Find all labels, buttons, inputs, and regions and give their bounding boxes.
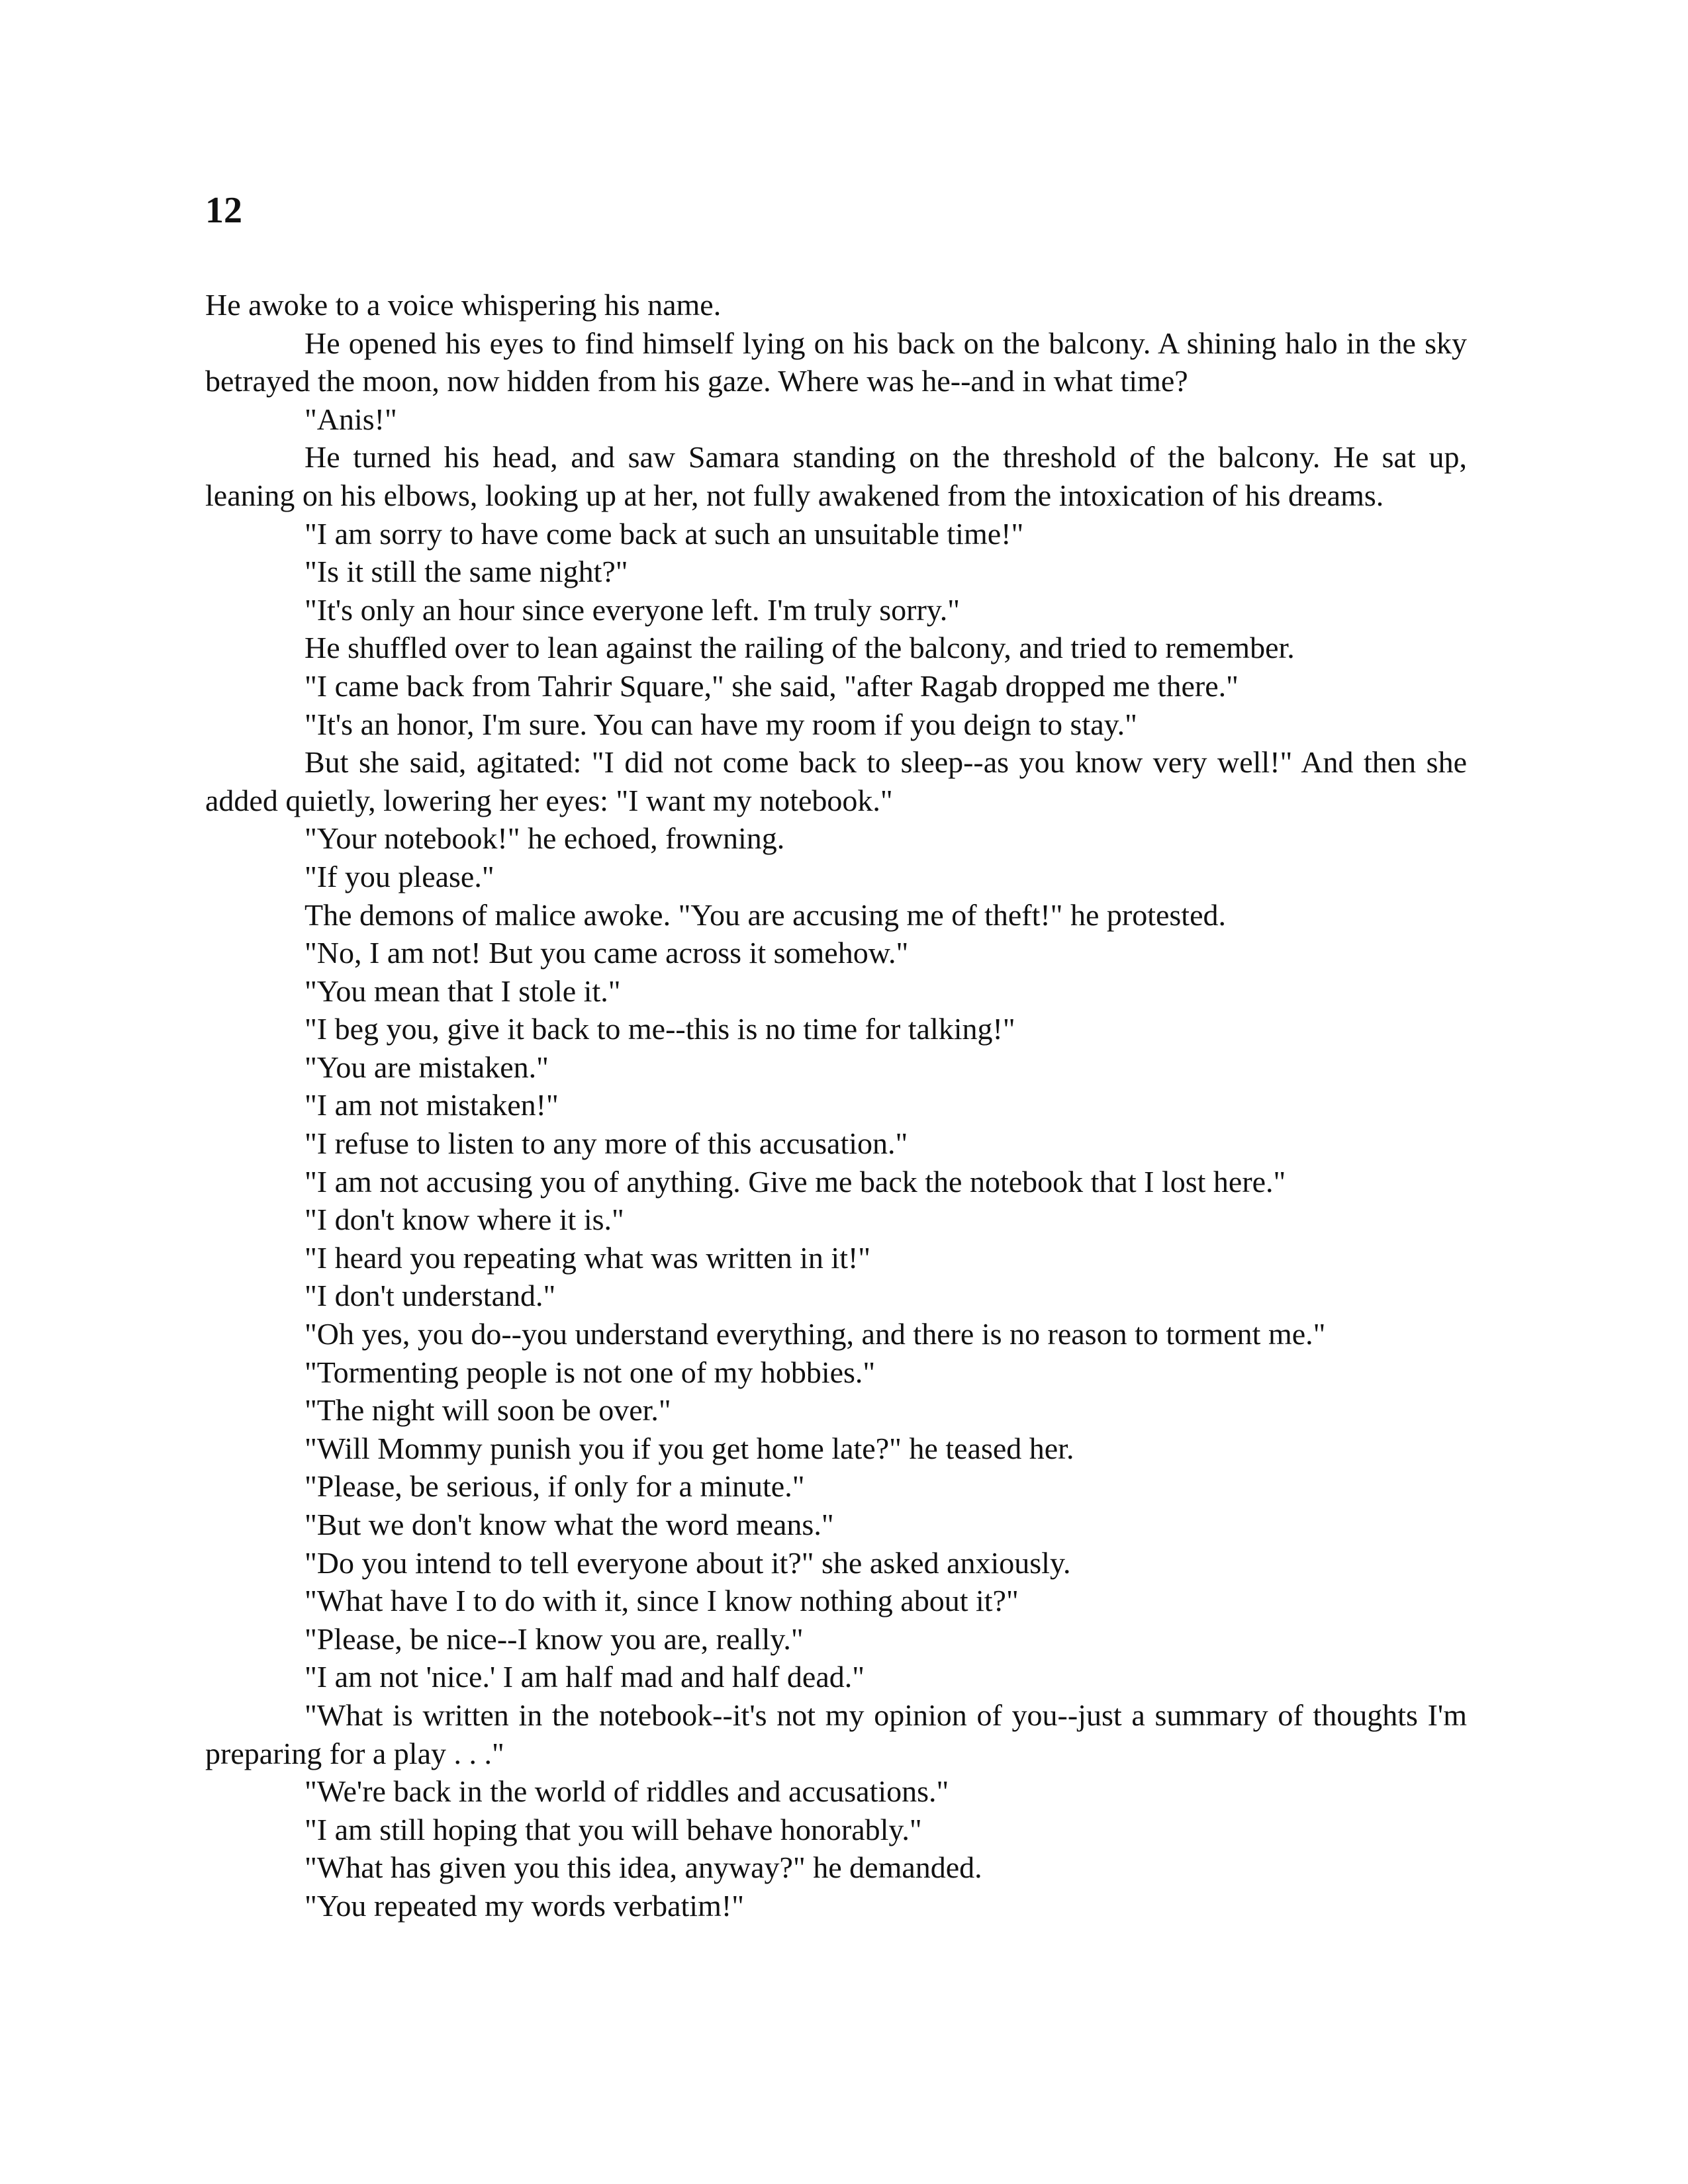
paragraph: "I am not 'nice.' I am half mad and half dead." <box>305 1660 865 1694</box>
paragraph: "I am not mistaken!" <box>305 1088 559 1122</box>
paragraph: "Please, be serious, if only for a minute." <box>305 1469 805 1504</box>
paragraph: "I am still hoping that you will behave honorably." <box>305 1812 922 1846</box>
paragraph: "The night will soon be over." <box>305 1393 671 1428</box>
paragraph: "I refuse to listen to any more of this accusation." <box>305 1126 908 1161</box>
paragraph: "But we don't know what the word means." <box>305 1508 834 1541</box>
paragraph: "Tormenting people is not one of my hobbies." <box>305 1355 876 1389</box>
paragraph: He shuffled over to lean against the railing of the balcony, and tried to remember. <box>305 631 1295 665</box>
paragraph: "I heard you repeating what was written in it!" <box>305 1240 871 1275</box>
paragraph: "You are mistaken." <box>305 1050 549 1084</box>
paragraph: "You mean that I stole it." <box>305 974 621 1008</box>
paragraph: "If you please." <box>305 859 494 893</box>
paragraph: But she said, agitated: "I did not come back to sleep--as you know very well!" And then she added quietly, lowering her eyes: "I want my notebook." <box>205 745 1467 817</box>
paragraph: "It's only an hour since everyone left. I'm truly sorry." <box>305 592 961 627</box>
paragraph: "You repeated my words verbatim!" <box>305 1888 744 1923</box>
paragraph: "It's an honor, I'm sure. You can have my room if you deign to stay." <box>305 707 1137 741</box>
paragraph: "I came back from Tahrir Square," she said, "after Ragab dropped me there." <box>305 668 1239 703</box>
paragraph: "We're back in the world of riddles and accusations." <box>305 1774 949 1809</box>
chapter-number: 12 <box>205 190 242 231</box>
paragraph: He awoke to a voice whispering his name. <box>205 288 722 322</box>
paragraph: "I don't know where it is." <box>305 1203 624 1237</box>
paragraph: "Anis!" <box>305 402 397 436</box>
paragraph: "No, I am not! But you came across it somehow." <box>305 936 909 970</box>
paragraph: He turned his head, and saw Samara standing on the threshold of the balcony. He sat up, leaning on his elbows, looking up at her, not fully awakened from the intoxication of his dreams. <box>205 440 1467 512</box>
paragraph: "Oh yes, you do--you understand everything, and there is no reason to torment me." <box>305 1317 1326 1351</box>
paragraph: He opened his eyes to find himself lying on his back on the balcony. A shining halo in the sky betrayed the moon, now hidden from his gaze. Where was he--and in what time? <box>205 326 1467 398</box>
paragraph: "Do you intend to tell everyone about it?" she asked anxiously. <box>305 1545 1071 1580</box>
paragraph: "What has given you this idea, anyway?" he demanded. <box>305 1850 982 1885</box>
paragraph: "I don't understand." <box>305 1279 556 1313</box>
paragraph: "Your notebook!" he echoed, frowning. <box>305 821 785 856</box>
paragraph: "I am not accusing you of anything. Give me back the notebook that I lost here." <box>305 1164 1286 1199</box>
paragraph: "Will Mommy punish you if you get home late?" he teased her. <box>305 1431 1074 1465</box>
paragraph: "What is written in the notebook--it's not my opinion of you--just a summary of thoughts I'm preparing for a play . . ." <box>205 1698 1467 1770</box>
paragraph: "What have I to do with it, since I know nothing about it?" <box>305 1584 1019 1618</box>
paragraph: "I beg you, give it back to me--this is no time for talking!" <box>305 1012 1015 1046</box>
paragraph: The demons of malice awoke. "You are accusing me of theft!" he protested. <box>305 897 1226 932</box>
chapter-body <box>205 286 1467 1925</box>
paragraph: "I am sorry to have come back at such an unsuitable time!" <box>305 516 1024 551</box>
paragraph: "Please, be nice--I know you are, really." <box>305 1621 804 1656</box>
paragraph: "Is it still the same night?" <box>305 555 628 589</box>
